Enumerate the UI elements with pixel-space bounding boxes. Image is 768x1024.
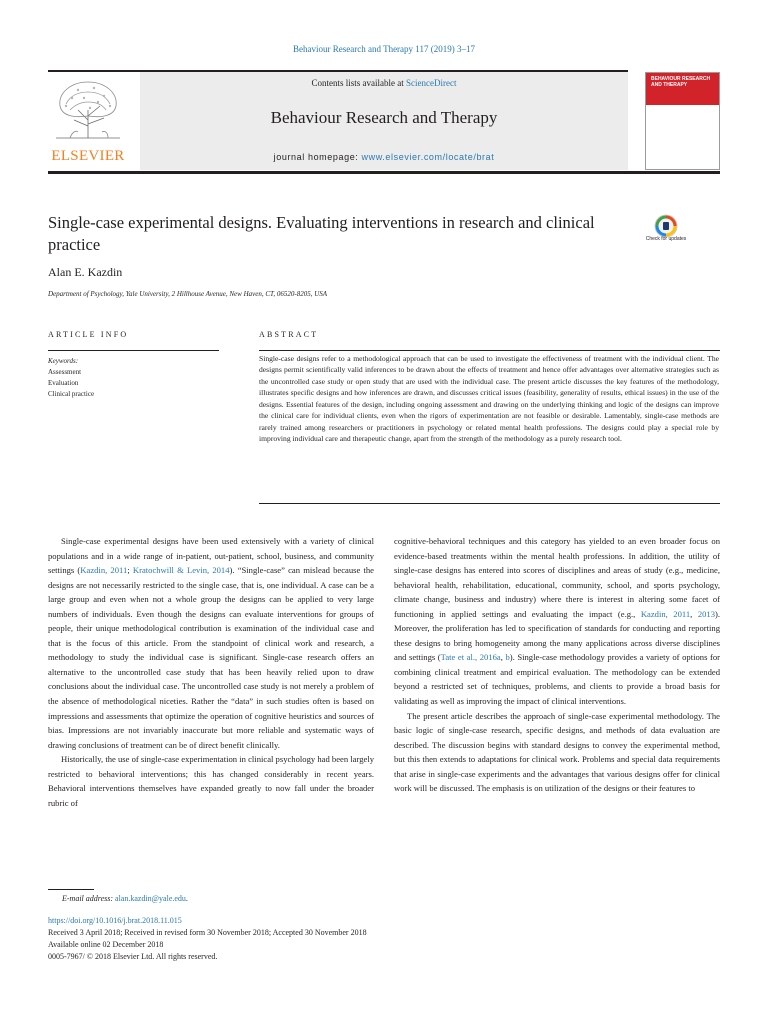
- footnote-rule: [48, 889, 94, 890]
- keywords-label: Keywords:: [48, 357, 79, 365]
- cover-title: BEHAVIOUR RESEARCH AND THERAPY: [651, 76, 711, 88]
- check-for-updates-label: Check for updates: [645, 236, 687, 242]
- body-column-left: [48, 534, 374, 810]
- reference-link[interactable]: 2013: [697, 608, 715, 619]
- author-affiliation: Department of Psychology, Yale University, 2 Hillhouse Avenue, New Haven, CT, 06520-8205, USA: [48, 290, 328, 298]
- abstract-rule-bottom: [259, 503, 720, 504]
- contents-prefix: Contents lists available at: [311, 78, 406, 88]
- author-email-line: E-mail address: alan.kazdin@yale.edu.: [62, 894, 188, 903]
- abstract-rule-top: [259, 350, 720, 351]
- check-for-updates-icon: [654, 214, 678, 238]
- header-bottom-rule: [48, 171, 720, 174]
- check-for-updates-badge[interactable]: [640, 214, 692, 256]
- keyword-item: Clinical practice: [48, 390, 95, 398]
- body-paragraph: cognitive-behavioral techniques and this category has yielded to an even broader focus on evidence-based treatments within the mental health professions. In addition, the utility of single-case designs has entered into scores of disciplines and areas of study (e.g., medicine, behavioral health, rehabilitation, educational, community, school, and sports psychology, climate change, business and industry) where there is interest in altering some facet of functioning in applied settings and evaluating the impact (e.g., Kazdin, 2011, 2013). Moreover, the proliferation has led to specification of standards for conducting and reporting these designs to bring homogeneity among the many applications across diverse disciplines and settings (Tate et al., 2016a, b). Single-case methodology provides a variety of options for combining clinical treatment and empirical evaluation. The methodology can be extended beyond a restricted set of techniques, problems, and clients to provide a broad basis for validating as well as improving the impact of clinical interventions.: [394, 536, 721, 707]
- reference-link[interactable]: b: [505, 652, 510, 663]
- journal-homepage: [140, 152, 628, 162]
- elsevier-wordmark: ELSEVIER: [51, 148, 125, 164]
- copyright-line: 0005-7967/ © 2018 Elsevier Ltd. All rights reserved.: [48, 952, 218, 961]
- author-email-link[interactable]: alan.kazdin@yale.edu: [115, 894, 186, 903]
- reference-link[interactable]: Tate et al., 2016a: [440, 652, 501, 663]
- article-info-rule: [48, 350, 219, 351]
- body-paragraph: Single-case experimental designs have been used extensively with a variety of clinical populations and in a wide range of in-patient, out-patient, school, business, and community settings (Kazdin, 2011; Kratochwill & Levin, 2014). “Single-case” can mislead because the designs are not necessarily restricted to the single case, that is, one individual. A case can be a large group and even when not a whole group the designs can be applied to very large numbers of individuals. Even though the designs can evaluate interventions for groups of people, their unique methodological contribution is examination of the individual case and that is the focus of this article. From the standpoint of clinical work and research, a methodology to study the individual case is significant. Single-case research offers an alternative to the uncontrolled case study that has been heavily relied upon to draw conclusions about the individual case. The uncontrolled case study is not merely a problem of the absence of methodological niceties. Rather the “data” in such studies often is based on impressions and assessments that optimize the operation of cognitive heuristics and sources of bias. Impressions are not invariably inaccurate but more reliable and systematic ways of drawing conclusions of treatment can be of direct benefit clinically.: [48, 536, 374, 750]
- reference-link[interactable]: Kratochwill & Levin, 2014: [132, 565, 230, 576]
- reference-link[interactable]: Kazdin, 2011: [640, 608, 691, 619]
- journal-name: Behaviour Research and Therapy: [270, 108, 498, 127]
- body-paragraph: The present article describes the approach of single-case experimental methodology. The basic logic of single-case research, specific designs, and methods of data evaluation are described. The discussion begins with standard designs to convey the experimental method, but this then extends to adaptations for clinical work. Problems and special data requirements that arise in single-case experiments and the advantages that various designs offer for clinical work will be discussed. The emphasis is on utilization of the designs or their features to: [394, 710, 720, 794]
- elsevier-tree-icon: [48, 76, 128, 146]
- homepage-prefix: journal homepage:: [273, 152, 362, 162]
- elsevier-logo: [48, 76, 128, 164]
- author-name: Alan E. Kazdin: [48, 265, 123, 279]
- article-title: Single-case experimental designs. Evaluating interventions in research and clinical practice: [48, 213, 595, 254]
- article-info-heading: ARTICLE INFO: [48, 330, 129, 339]
- body-paragraph: Historically, the use of single-case experimentation in clinical psychology had been largely restricted to behavioral interventions; this has changed considerably in recent years. Behavioral interventions themselves have expanded greatly to now fall under the broader rubric of: [48, 754, 374, 808]
- journal-cover-thumbnail[interactable]: [645, 72, 720, 170]
- journal-citation-link[interactable]: Behaviour Research and Therapy 117 (2019) 3–17: [293, 44, 475, 54]
- contents-line: [140, 78, 628, 88]
- available-online-date: Available online 02 December 2018: [48, 940, 164, 949]
- sciencedirect-link[interactable]: ScienceDirect: [406, 78, 457, 88]
- doi-link[interactable]: https://doi.org/10.1016/j.brat.2018.11.015: [48, 916, 182, 925]
- homepage-link[interactable]: www.elsevier.com/locate/brat: [361, 152, 495, 162]
- abstract-text: Single-case designs refer to a methodological approach that can be used to investigate the effectiveness of treatment with the individual client. The designs permit scientifically valid inferences to be drawn about the effects of treatment and hence offer advantages over alternative strategies such as the uncontrolled case study or open study that are used with the individual case. The present article discusses the key features of the methodology, illustrates specific designs and how inferences are drawn, and discusses critical issues (feasibility, generality of results, ethical issues) in the use of the designs. Essential features of the design, including ongoing assessment and drawing on the underlying thinking and logic of the designs can improve the clinical care for individual clients, even when the rigors of experimentation are not feasible or desirable. Lamentably, single-case methods are rarely trained among researchers or practitioners in psychology or related mental health professions. The designs could play a special role by improving individual care and therapeutic change, apart from the strength of the methodology as a purely research tool.: [259, 354, 719, 444]
- keyword-item: Assessment: [48, 368, 82, 376]
- reference-link[interactable]: Kazdin, 2011: [80, 565, 128, 576]
- keyword-item: Evaluation: [48, 379, 79, 387]
- email-label: E-mail address:: [62, 894, 114, 903]
- journal-header-box: [140, 72, 628, 170]
- received-dates: Received 3 April 2018; Received in revised form 30 November 2018; Accepted 30 November 2018: [48, 928, 367, 937]
- abstract-heading: ABSTRACT: [259, 330, 319, 339]
- body-column-right: [394, 534, 720, 796]
